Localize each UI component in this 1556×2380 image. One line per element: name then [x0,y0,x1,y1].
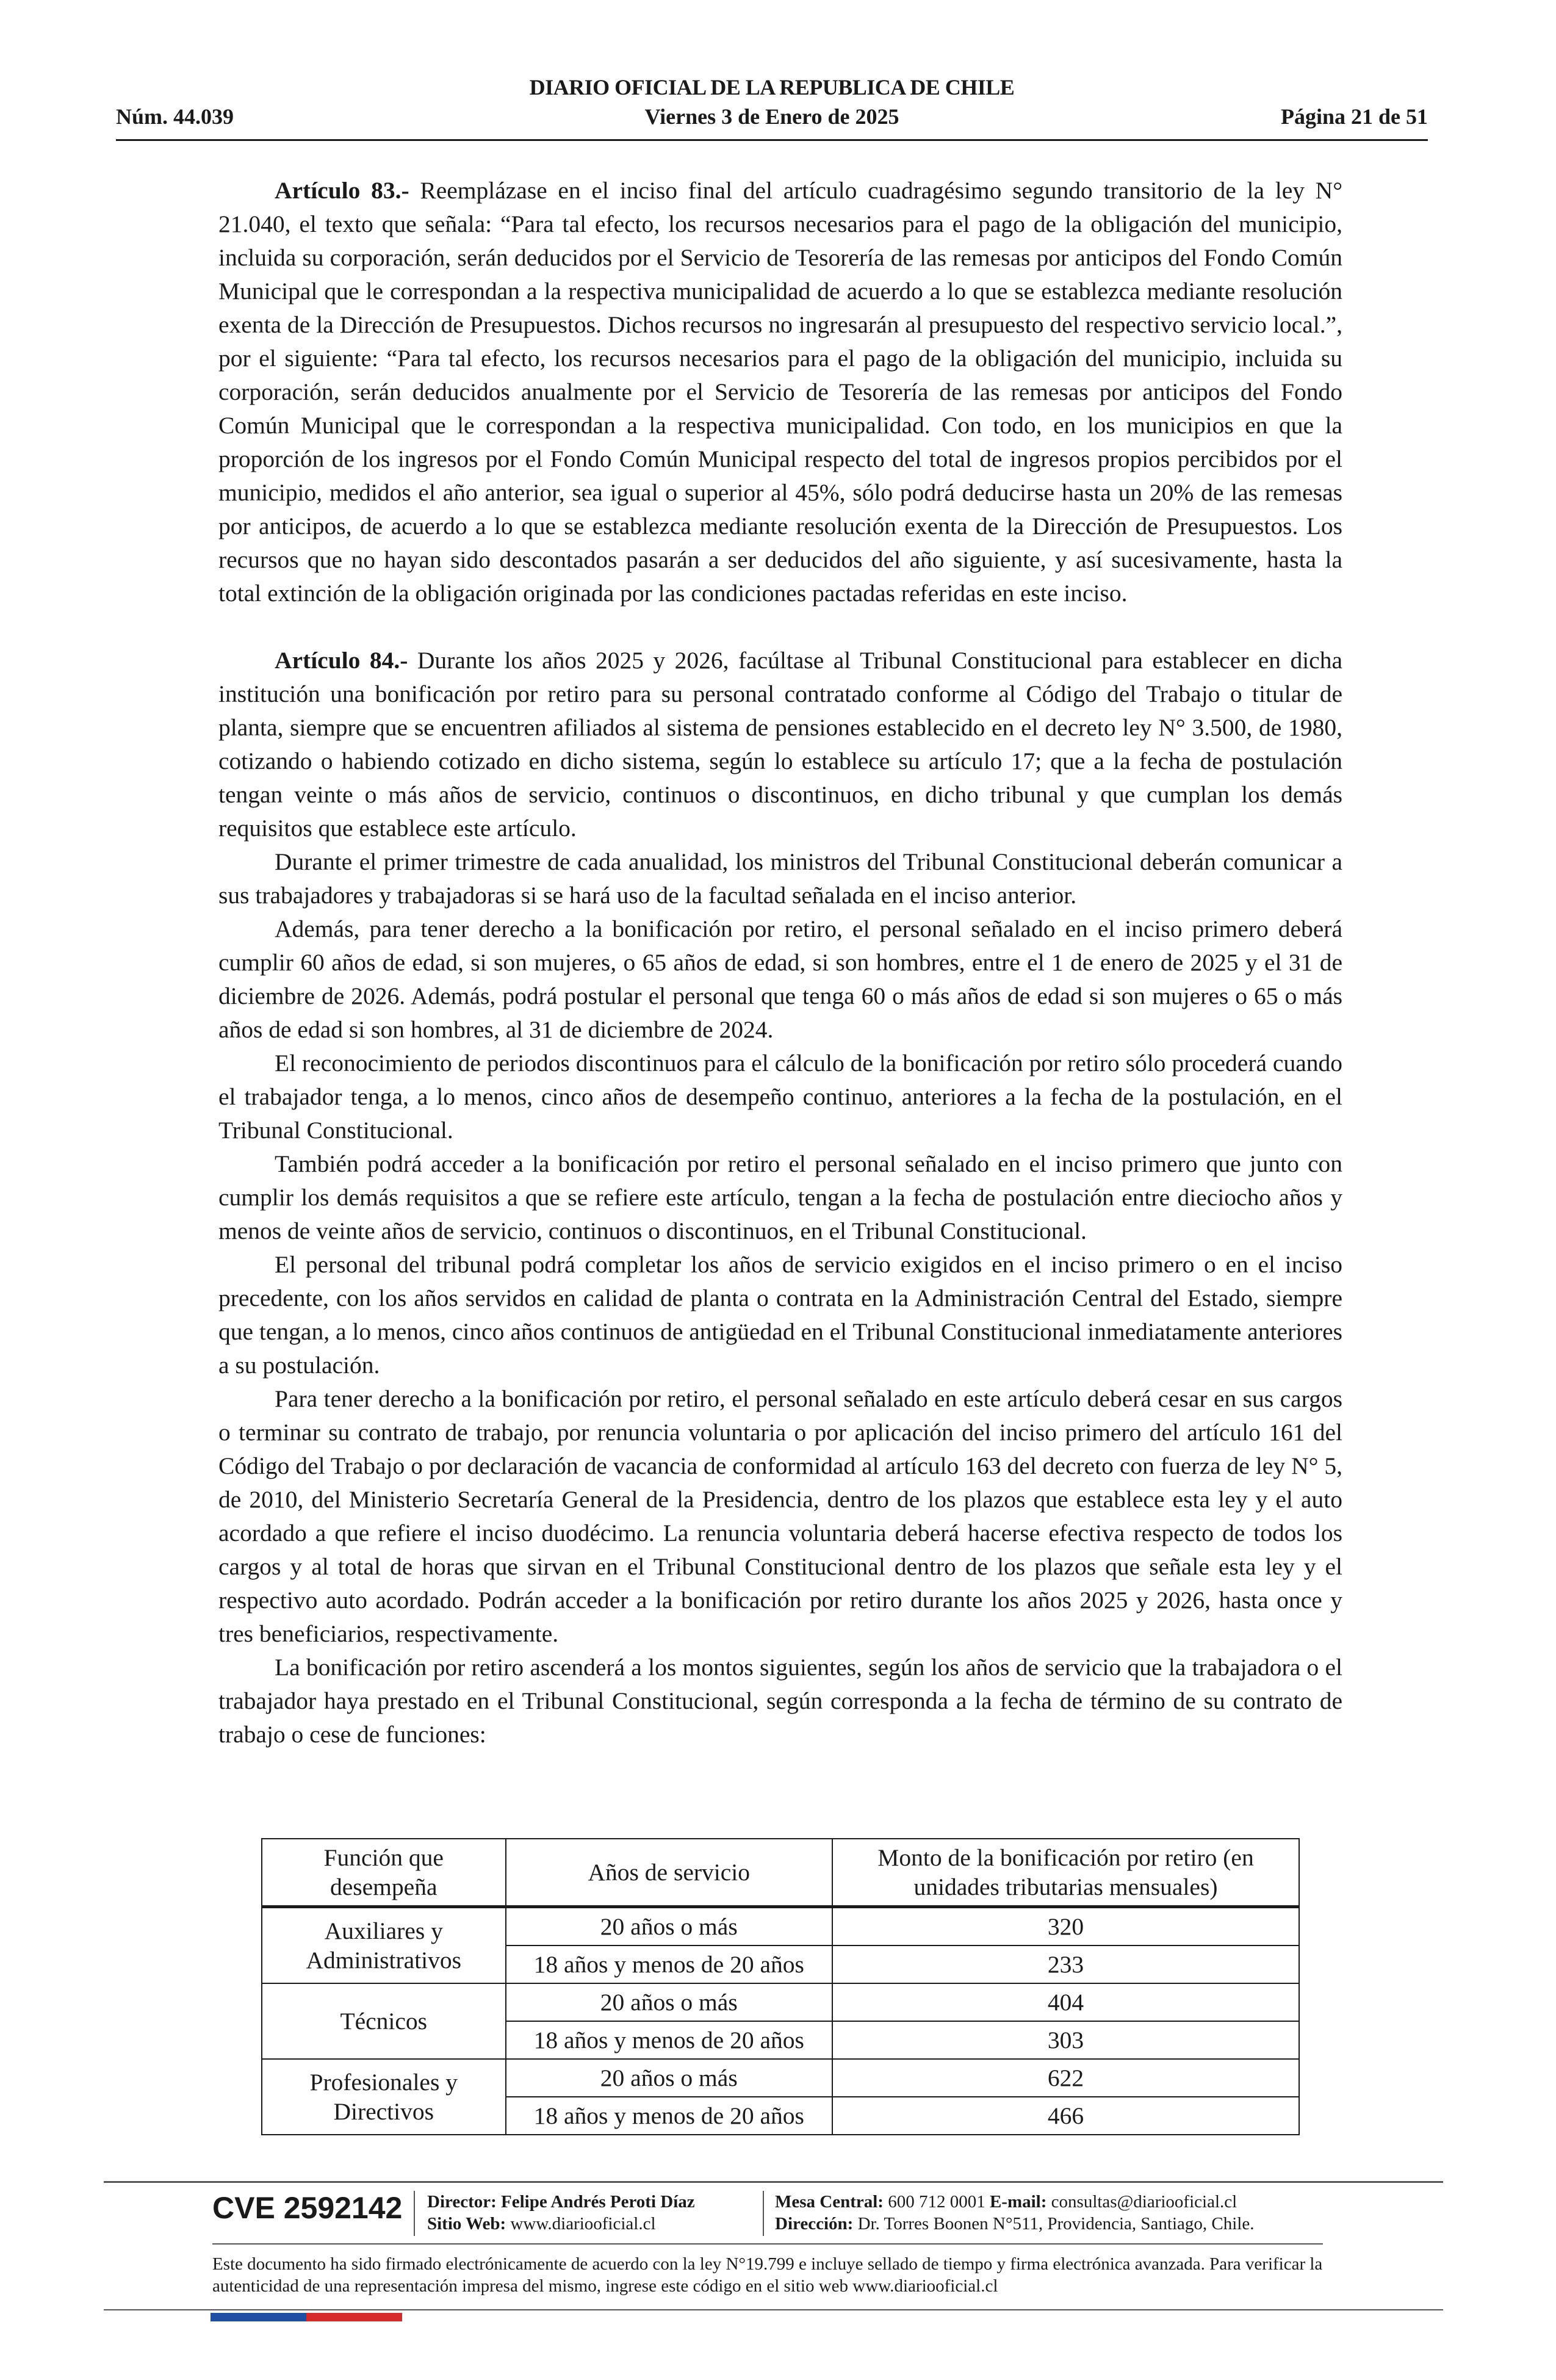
email-label: E-mail: [989,2192,1047,2212]
bonus-table [261,1838,1300,2135]
function-cell: Técnicos [262,1983,506,2059]
years-cell: 20 años o más [506,2059,833,2097]
years-cell: 20 años o más [506,1907,833,1946]
footer-bottom-rule [104,2309,1443,2310]
email-link[interactable]: consultas@diariooficial.cl [1051,2192,1237,2212]
issue-date: Viernes 3 de Enero de 2025 [644,104,899,129]
header-function: Función que desempeña [262,1839,506,1907]
flag-blue-segment [211,2313,306,2321]
article-84-paragraph-3: Además, para tener derecho a la bonificación por retiro, el personal señalado en el inciso primero deberá cumplir 60 años de edad, si son mujeres, o 65 años de edad, si son hombres, entre el 1 de enero de 2025 y el 31 de diciembre de 2026. Además, podrá postular el personal que tenga 60 o más años de edad si son mujeres o 65 o más años de edad si son hombres, al 31 de diciembre de 2024. [218,915,1342,1043]
article-84-paragraph [218,644,1342,845]
article-84-paragraph-8: La bonificación por retiro ascenderá a los montos siguientes, según los años de servicio que la trabajadora o el trabajador haya prestado en el Tribunal Constitucional, según corresponda a la fecha de término de su contrato de trabajo o cese de funciones: [218,1654,1342,1748]
page-header [116,74,1428,142]
amount-cell: 466 [832,2097,1299,2135]
footer-director-block [427,2191,695,2235]
function-cell: Profesionales y Directivos [262,2059,506,2135]
newspaper-title: DIARIO OFICIAL DE LA REPUBLICA DE CHILE [529,75,1015,99]
director-label: Director: [427,2192,497,2212]
web-label: Sitio Web: [427,2214,506,2234]
article-84-paragraph-5: También podrá acceder a la bonificación por retiro el personal señalado en el inciso primero que junto con cumplir los demás requisitos a que se refiere este artículo, tengan a la fecha de postulación entre dieciocho años y menos de veinte años de servicio, continuos o discontinuos, en el Tribunal Constitucional. [218,1150,1342,1244]
table-row [262,2059,1299,2097]
table-header-row [262,1839,1299,1907]
amount-cell: 320 [832,1907,1299,1946]
cve-code: CVE 2592142 [212,2191,403,2225]
flag-red-segment [306,2313,402,2321]
article-84-paragraph-4: El reconocimiento de periodos discontinuos para el cálculo de la bonificación por retiro sólo procederá cuando el trabajador tenga, a lo menos, cinco años de desempeño continuo, anteriores a la fecha de la postulación, en el Tribunal Constitucional. [218,1050,1342,1144]
article-83-paragraph [218,174,1342,610]
flag-stripe [211,2313,402,2321]
document-body [218,174,1342,1751]
signature-notice: Este documento ha sido firmado electrónicamente de acuerdo con la ley N°19.799 e incluye sellado de tiempo y firma electrónica avanzada. Para verificar la autenticidad de una representación impresa del mismo, ingrese este código en el sitio web www.diariooficial.cl [212,2254,1323,2296]
mesa-phone: 600 712 0001 [888,2192,985,2212]
address-text: Dr. Torres Boonen N°511, Providencia, Santiago, Chile. [857,2214,1255,2234]
article-83-label: Artículo 83.- [275,177,409,204]
function-cell: Auxiliares y Administrativos [262,1907,506,1984]
table-row [262,1907,1299,1946]
years-cell: 20 años o más [506,1983,833,2021]
amount-cell: 233 [832,1945,1299,1983]
article-84-paragraph-7: Para tener derecho a la bonificación por retiro, el personal señalado en este artículo deberá cesar en sus cargos o terminar su contrato de trabajo, por renuncia voluntaria o por aplicación del inciso primero del artículo 161 del Código del Trabajo o por declaración de vacancia de conformidad al artículo 163 del decreto con fuerza de ley N° 5, de 2010, del Ministerio Secretaría General de la Presidencia, dentro de los plazos que establece esta ley y el auto acordado a que refiere el inciso duodécimo. La renuncia voluntaria deberá hacerse efectiva respecto de todos los cargos y al total de horas que sirvan en el Tribunal Constitucional dentro de los plazos que señale esta ley y el respectivo auto acordado. Podrán acceder a la bonificación por retiro durante los años 2025 y 2026, hasta once y tres beneficiarios, respectivamente. [218,1385,1342,1647]
article-84-paragraph-2: Durante el primer trimestre de cada anualidad, los ministros del Tribunal Constitucional deberán comunicar a sus trabajadores y trabajadoras si se hará uso de la facultad señalada en el inciso anterior. [218,848,1342,909]
years-cell: 18 años y menos de 20 años [506,2021,833,2059]
director-name: Felipe Andrés Peroti Díaz [501,2192,695,2212]
amount-cell: 404 [832,1983,1299,2021]
article-84-paragraph-6: El personal del tribunal podrá completar los años de servicio exigidos en el inciso primero o en el inciso precedente, con los años servidos en calidad de planta o contrata en la Administración Central del Estado, siempre que tengan, a lo menos, cinco años continuos de antigüedad en el Tribunal Constitucional inmediatamente anteriores a su postulación. [218,1251,1342,1379]
footer-mid-rule [212,2243,1323,2245]
header-rule [116,139,1428,141]
article-83-text: Reemplázase en el inciso final del artículo cuadragésimo segundo transitorio de la ley N° 21.040, el texto que señala: “Para tal efecto, los recursos necesarios para el pago de la obligación del municipio, incluida su corporación, serán deducidos por el Servicio de Tesorería de las remesas por anticipos del Fondo Común Municipal que le correspondan a la respectiva municipalidad de acuerdo a lo que se establezca mediante resolución exenta de la Dirección de Presupuestos. Dichos recursos no ingresarán al presupuesto del respectivo servicio local.”, por el siguiente: “Para tal efecto, los recursos necesarios para el pago de la obligación del municipio, incluida su corporación, serán deducidos anualmente por el Servicio de Tesorería de las remesas por anticipos del Fondo Común Municipal que le correspondan a la respectiva municipalidad. Con todo, en los municipios en que la proporción de los ingresos por el Fondo Común Municipal respecto del total de ingresos propios percibidos por el municipio, medidos el año anterior, sea igual o superior al 45%, sólo podrá deducirse hasta un 20% de las remesas por anticipos, de acuerdo a lo que se establezca mediante resolución exenta de la Dirección de Presupuestos. Los recursos que no hayan sido descontados pasarán a ser deducidos del año siguiente, y así sucesivamente, hasta la total extinción de la obligación originada por las condiciones pactadas referidas en este inciso. [218,177,1342,607]
address-label: Dirección: [775,2214,854,2234]
years-cell: 18 años y menos de 20 años [506,2097,833,2135]
mesa-label: Mesa Central: [775,2192,884,2212]
header-years: Años de servicio [506,1839,833,1907]
page-number: Página 21 de 51 [1280,104,1428,129]
amount-cell: 303 [832,2021,1299,2059]
issue-number: Núm. 44.039 [116,104,234,129]
years-cell: 18 años y menos de 20 años [506,1945,833,1983]
article-84-label: Artículo 84.- [275,647,408,674]
web-link[interactable]: www.diariooficial.cl [510,2214,656,2234]
footer-contact-block [775,2191,1254,2235]
footer-top-rule [104,2181,1443,2183]
footer-separator [763,2191,764,2236]
amount-cell: 622 [832,2059,1299,2097]
table-row [262,1983,1299,2021]
article-84-text: Durante los años 2025 y 2026, facúltase al Tribunal Constitucional para establecer en dicha institución una bonificación por retiro para su personal contratado conforme al Código del Trabajo o titular de planta, siempre que se encuentren afiliados al sistema de pensiones establecido en el decreto ley N° 3.500, de 1980, cotizando o habiendo cotizado en dicho sistema, según lo establece su artículo 17; que a la fecha de postulación tengan veinte o más años de servicio, continuos o discontinuos, en dicho tribunal y que cumplan los demás requisitos que establece este artículo. [218,647,1342,842]
header-amount: Monto de la bonificación por retiro (en unidades tributarias mensuales) [832,1839,1299,1907]
footer-separator [414,2191,415,2236]
